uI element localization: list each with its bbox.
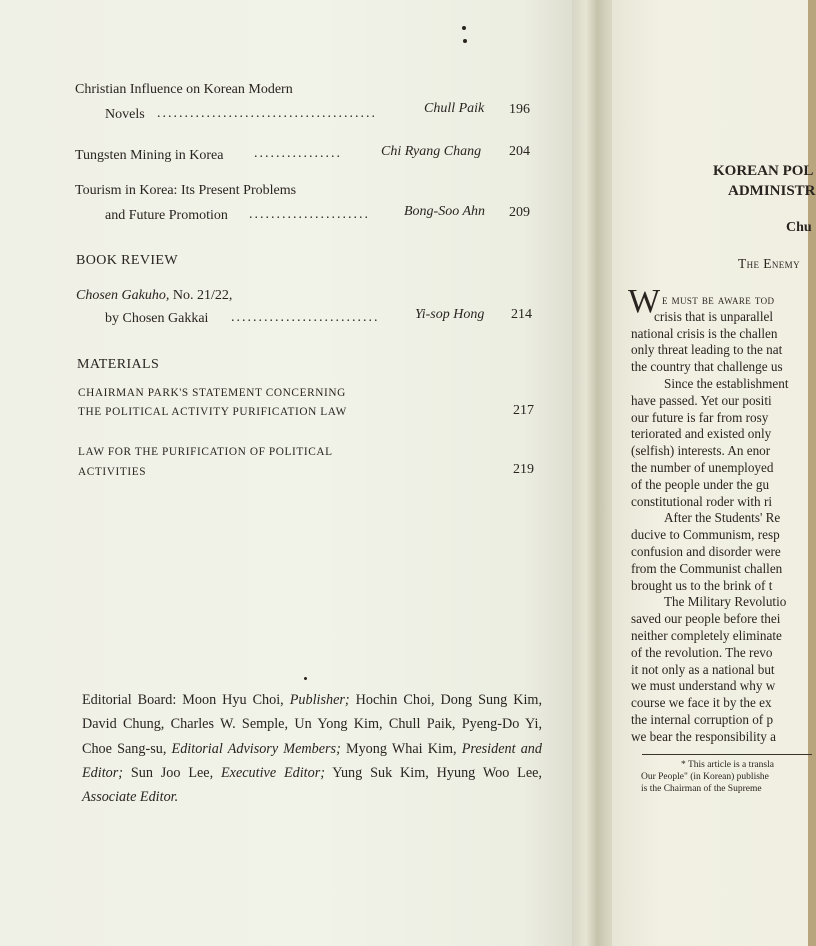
footnote-rule bbox=[642, 754, 812, 755]
footnote-line: * This article is a transla bbox=[681, 760, 774, 770]
article-title: KOREAN POL bbox=[713, 163, 814, 179]
toc-entry-title-cont: and Future Promotion bbox=[105, 208, 228, 223]
editorial-text: Sun Joo Lee, bbox=[122, 764, 221, 781]
article-body-line: the internal corruption of p bbox=[631, 712, 774, 727]
toc-entry-author: Yi-sop Hong bbox=[415, 307, 485, 322]
article-body-line: our future is far from rosy bbox=[631, 409, 769, 425]
article-body-line: national crisis is the challen bbox=[631, 325, 778, 341]
toc-entry-author: Bong-Soo Ahn bbox=[404, 204, 486, 219]
ink-speck bbox=[462, 26, 466, 30]
book-issue: No. 21/22, bbox=[169, 288, 233, 303]
editorial-label: Editorial Board: bbox=[82, 692, 177, 708]
toc-entry-page: 209 bbox=[509, 205, 530, 220]
ink-speck bbox=[304, 677, 307, 680]
material-title-cont: THE POLITICAL ACTIVITY PURIFICATION LAW bbox=[78, 406, 347, 418]
toc-entry-page: 204 bbox=[509, 144, 530, 159]
article-body-line: we must understand why w bbox=[631, 678, 776, 694]
editorial-role: Editorial Advisory Members; bbox=[171, 740, 341, 757]
toc-entry-title: Tungsten Mining in Korea bbox=[75, 148, 224, 163]
article-body-line: from the Communist challen bbox=[631, 560, 783, 576]
article-body-line: Since the establishment bbox=[664, 376, 789, 391]
material-title: LAW FOR THE PURIFICATION OF POLITICAL bbox=[78, 446, 333, 458]
material-title: CHAIRMAN PARK'S STATEMENT CONCERNING bbox=[78, 387, 346, 399]
material-title-cont: ACTIVITIES bbox=[78, 466, 147, 478]
article-body-line: crisis that is unparallel bbox=[654, 308, 774, 324]
article-body-line: e must be aware tod bbox=[662, 292, 775, 307]
article-body-line: saved our people before thei bbox=[631, 611, 781, 627]
editorial-role: President and Editor; bbox=[82, 740, 542, 781]
section-heading-book-review: BOOK REVIEW bbox=[76, 253, 178, 268]
article-body-line: confusion and disorder were bbox=[631, 544, 781, 559]
article-section-heading: The Enemy bbox=[738, 256, 800, 271]
editorial-text: Hochin Choi, Dong Sung Kim, David Chung, Charles W. Semple, Un Yong Kim, Chull Paik, Pyeng-Do Yi, Choe Sang-su, bbox=[82, 692, 543, 757]
article-body-line: of the people under the gu bbox=[631, 476, 770, 492]
article-body-line: ducive to Communism, resp bbox=[631, 527, 780, 543]
article-body-line: we bear the responsibility a bbox=[631, 728, 777, 744]
article-body-line: the country that challenge us bbox=[631, 359, 783, 375]
article-body-line: teriorated and existed only bbox=[631, 426, 772, 442]
toc-entry-title: Christian Influence on Korean Modern bbox=[75, 82, 293, 97]
editorial-role: Associate Editor. bbox=[82, 789, 179, 806]
section-heading-materials: MATERIALS bbox=[77, 357, 160, 372]
ink-speck bbox=[463, 39, 467, 43]
toc-entry-page: 217 bbox=[513, 403, 534, 418]
book-review-byline: by Chosen Gakkai bbox=[105, 311, 209, 326]
article-body-line: After the Students' Re bbox=[664, 510, 781, 526]
article-title-cont: ADMINISTR bbox=[728, 183, 816, 199]
drop-cap: W bbox=[628, 283, 661, 320]
footnote-line: Our People" (in Korean) publishe bbox=[641, 772, 769, 782]
toc-entry-page: 214 bbox=[511, 307, 532, 322]
toc-entry-page: 219 bbox=[513, 462, 534, 477]
article-body-line: brought us to the brink of t bbox=[631, 577, 773, 593]
article-author: Chu bbox=[786, 220, 812, 235]
toc-entry-title-cont: Novels bbox=[105, 107, 145, 122]
editorial-board bbox=[82, 688, 542, 809]
article-body-line: the number of unemployed bbox=[631, 460, 774, 475]
article-body-line: neither completely eliminate bbox=[631, 628, 782, 643]
toc-leader-dots: ........................................ bbox=[157, 106, 377, 121]
article-body-line: The Military Revolutio bbox=[664, 594, 787, 610]
article-body-line: (selfish) interests. An enor bbox=[631, 443, 771, 459]
article-body-line: of the revolution. The revo bbox=[631, 644, 773, 660]
article-body-line: course we face it by the ex bbox=[631, 695, 772, 711]
toc-leader-dots: ................ bbox=[254, 146, 342, 161]
editorial-role: Executive Editor; bbox=[221, 764, 325, 781]
article-body-line: have passed. Yet our positi bbox=[631, 392, 772, 408]
article-body-line: it not only as a national but bbox=[631, 661, 775, 677]
article-body-line: only threat leading to the nat bbox=[631, 342, 783, 358]
editorial-text: Myong Whai Kim, bbox=[340, 740, 462, 757]
editorial-role: Publisher; bbox=[289, 692, 350, 708]
toc-entry-author: Chull Paik bbox=[424, 101, 485, 116]
book-title: Chosen Gakuho, bbox=[76, 288, 170, 303]
toc-leader-dots: ........................... bbox=[231, 310, 380, 325]
book-review-title bbox=[76, 288, 232, 304]
toc-entry-title: Tourism in Korea: Its Present Problems bbox=[75, 183, 297, 198]
article-body-line: constitutional roder with ri bbox=[631, 493, 773, 509]
editorial-text: Yung Suk Kim, Hyung Woo Lee, bbox=[324, 764, 542, 781]
editorial-text: Moon Hyu Choi, bbox=[176, 692, 290, 708]
toc-entry-page: 196 bbox=[509, 102, 530, 117]
toc-leader-dots: ...................... bbox=[249, 207, 370, 222]
footnote-line: is the Chairman of the Supreme bbox=[641, 784, 762, 794]
toc-entry-author: Chi Ryang Chang bbox=[381, 144, 482, 159]
